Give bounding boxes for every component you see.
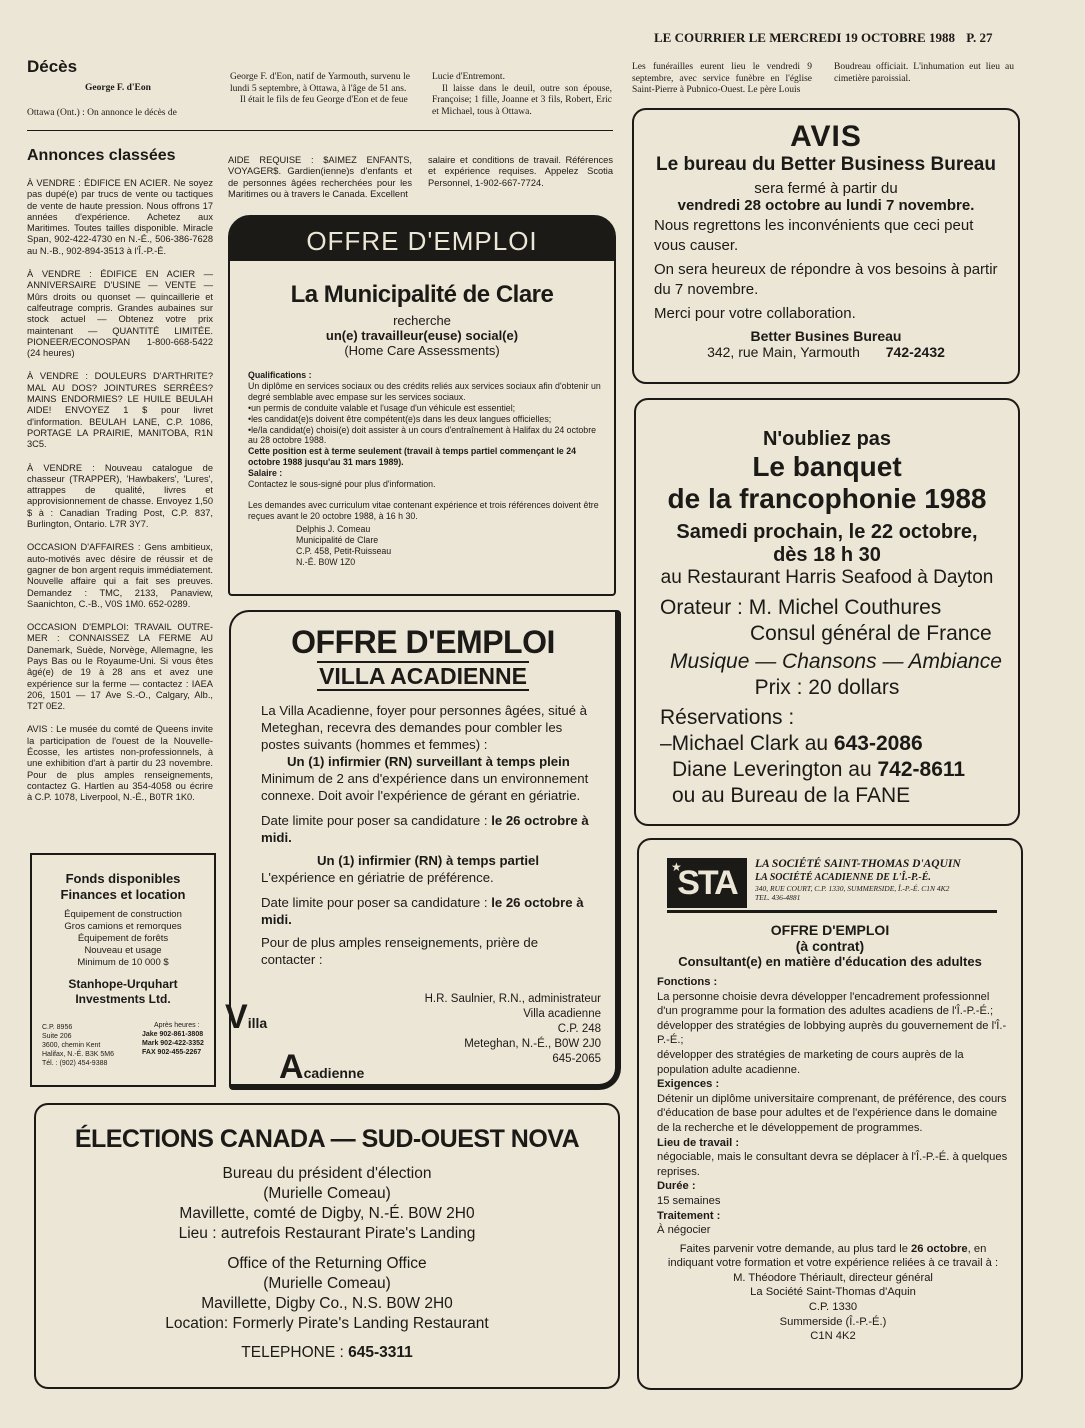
sta-org1: LA SOCIÉTÉ SAINT-THOMAS D'AQUIN bbox=[755, 858, 961, 870]
fonds-address: C.P. 8956 Suite 206 3600, chemin Kent Halifax, N.-É. B3K 5M6 Tél. : (902) 454-9388 bbox=[42, 1024, 114, 1067]
banquet-box bbox=[634, 398, 1020, 826]
clare-contact: Delphis J. Comeau Municipalité de Clare C.P. 458, Petit-Ruisseau N.-É. B0W 1Z0 bbox=[296, 523, 392, 567]
villa-pour: Pour de plus amples renseignements, prière de contacter : bbox=[261, 935, 539, 967]
banquet-l2: Le banquet bbox=[752, 451, 902, 482]
sta-lieu: négociable, mais le consultant devra se déplacer à l'Î.-P.-É. à quelques reprises. bbox=[657, 1151, 1008, 1178]
avis-l1: sera fermé à partir du bbox=[754, 180, 898, 197]
sta-faites bbox=[657, 1242, 1009, 1271]
sta-duree: 15 semaines bbox=[657, 1194, 721, 1207]
villa-date1-value: le 26 octrobre à midi. bbox=[261, 813, 589, 845]
clare-qual: Un diplôme en services sociaux ou des crédits reliés aux services sociaux afin d'obtenir un degré semblable avec empase sur les services sociaux. •un permis de conduite valable et l'usage d'un véhicule est essentiel; •les candidat(e)s doivent être compétent(e)s dans les deux langues officielles; •le/la candidat(e) choisi(e) doit assister à un cours d'entraînement à Halifax du 24 octobre au 28 octobre 1988. bbox=[248, 380, 601, 446]
sta-body bbox=[657, 975, 1009, 1344]
villa-logo-2 bbox=[279, 1048, 364, 1087]
clare-title: La Municipalité de Clare bbox=[290, 281, 554, 308]
avis-l5: Merci pour votre collaboration. bbox=[654, 305, 856, 322]
classee-ad: À VENDRE : ÉDIFICE EN ACIER — ANNIVERSAIRE D'USINE — VENTE — Mûrs droits ou quonset — quincaillerie et calfeutrage compris. Grandes aubaines sur stock actuel — Obtenez votre prix maintenant — QUANTITÉ LIMITÉE. PIONEER/ECONOSPAN 1-800-668-5422 (24 heures) bbox=[27, 269, 213, 359]
sta-date: 26 octobre bbox=[911, 1242, 968, 1255]
clare-qual-title: Qualifications : bbox=[248, 370, 312, 380]
sta-contact: M. Théodore Thériault, directeur général La Société Saint-Thomas d'Aquin C.P. 1330 Summerside (Î.-P.-É.) C1N 4K2 bbox=[733, 1271, 933, 1343]
villa-date-label: Date limite pour poser sa candidature : bbox=[261, 895, 488, 910]
sta-t2: (à contrat) bbox=[795, 938, 865, 954]
elections-tel: 645-3311 bbox=[348, 1344, 413, 1361]
elections-tel-line bbox=[36, 1344, 618, 1362]
villa-date2 bbox=[261, 894, 591, 928]
clare-salaire: Contactez le sous-signé pour plus d'information. bbox=[248, 479, 436, 490]
sta-org bbox=[755, 858, 961, 902]
banquet-r1-tel: 643-2086 bbox=[833, 732, 923, 755]
deces-col3 bbox=[432, 72, 612, 118]
classee-ad: À VENDRE : Nouveau catalogue de chasseur (TRAPPER), 'Hawbakers', 'Lures', attrappes de qualité, livres et approvisionnement de chasse. Envoyez 1,50 $ à : Canadian Trading Post, C.P. 837, Burlington, Ontario. L7R 3Y7. bbox=[27, 462, 213, 530]
avis-sub: Le bureau du Better Business Bureau bbox=[656, 154, 996, 175]
sta-exig-title: Exigences : bbox=[657, 1078, 720, 1091]
elections-box bbox=[34, 1103, 620, 1389]
avis-org: Better Busines Bureau bbox=[750, 328, 902, 344]
clare-recherche: recherche bbox=[393, 313, 451, 328]
sta-duree-title: Durée : bbox=[657, 1180, 696, 1193]
sta-faites-b: , en indiquant votre formation et votre expérience reliées à ce travail à : bbox=[667, 1242, 999, 1270]
deces-col2 bbox=[230, 72, 410, 107]
villa-body bbox=[261, 702, 591, 968]
fonds-after-lines: Jake 902-861-3808 Mark 902-422-3352 FAX 902-455-2267 bbox=[142, 1031, 204, 1056]
deces-lead: Ottawa (Ont.) : On annonce le décès de bbox=[27, 108, 177, 118]
classees-title: Annonces classées bbox=[27, 147, 176, 164]
sta-org2: LA SOCIÉTÉ ACADIENNE DE L'Î.-P.-É. bbox=[755, 872, 931, 883]
villa-logo-a: A bbox=[279, 1048, 304, 1086]
banquet-l3: de la francophonie 1988 bbox=[667, 483, 987, 514]
elections-title: ÉLECTIONS CANADA — SUD-OUEST NOVA bbox=[74, 1125, 580, 1153]
deces-col2a: George F. d'Eon, natif de Yarmouth, survenu le lundi 5 septembre, à Ottawa, à l'âge de 51 ans. bbox=[230, 72, 410, 94]
sta-t3: Consultant(e) en matière d'éducation des adultes bbox=[678, 954, 982, 969]
clare-poste: un(e) travailleur(euse) social(e) bbox=[325, 328, 519, 343]
sta-logo-text: STA bbox=[677, 864, 737, 902]
villa-date1 bbox=[261, 812, 591, 846]
villa-poste2: Un (1) infirmier (RN) à temps partiel bbox=[317, 853, 540, 868]
villa-date2-value: le 26 octobre à midi. bbox=[261, 895, 584, 927]
avis-l2: vendredi 28 octobre au lundi 7 novembre. bbox=[677, 197, 975, 214]
villa-logo-cadienne: cadienne bbox=[303, 1065, 365, 1081]
sta-trait: À négocier bbox=[657, 1224, 711, 1237]
villa-intro: La Villa Acadienne, foyer pour personnes âgées, situé à Meteghan, recevra des demandes pour combler les postes suivants (hommes et femmes) : bbox=[261, 703, 588, 752]
fonds-after-title: Après heures : bbox=[154, 1022, 200, 1029]
sta-exig: Détenir un diplôme universitaire comprenant, de préférence, des cours d'éducation de base pour adultes et de l'expérience dans le domaine de la recherche et le développement de programmes. bbox=[657, 1092, 1007, 1134]
sta-lieu-title: Lieu de travail : bbox=[657, 1136, 740, 1149]
fonds-lines: Équipement de construction Gros camions et remorques Équipement de forêts Nouveau et usage Minimum de 10 000 $ bbox=[64, 909, 182, 968]
fonds-company: Stanhope-Urquhart Investments Ltd. bbox=[68, 977, 178, 1006]
banquet-r2 bbox=[660, 757, 1018, 783]
sta-fonctions: La personne choisie devra développer l'encadrement professionnel d'un programme pour la formation des adultes acadiens de l'Î.-P.-É.; développer des stratégies de lobbying auprès du gouvernement de l'Î.-P.-É.; développer des stratégies de marketing de cours auprès de la population adulte acadienne. bbox=[657, 990, 1007, 1076]
avis-l4: On sera heureux de répondre à vos besoins à partir du 7 novembre. bbox=[654, 261, 998, 298]
villa-box bbox=[225, 610, 621, 1090]
classees-column bbox=[27, 178, 213, 804]
elections-en: Office of the Returning Office (Murielle Comeau) Mavillette, Digby Co., N.S. B0W 2H0 Location: Formerly Pirate's Landing Restaurant bbox=[165, 1255, 489, 1332]
fonds-box bbox=[30, 853, 216, 1087]
star-icon: ★ bbox=[671, 860, 682, 874]
villa-poste1-desc: Minimum de 2 ans d'expérience dans un environnement connexe. Doit avoir l'expérience de gérant en gériatrie. bbox=[261, 771, 589, 803]
deces-rule bbox=[27, 130, 613, 131]
deces-col4: Les funérailles eurent lieu le vendredi 9 septembre, avec service funèbre en l'église Saint-Pierre à Pubnico-Ouest. Le père Louis bbox=[632, 62, 812, 95]
sta-trait-title: Traitement : bbox=[657, 1209, 721, 1222]
villa-logo-illa: illa bbox=[247, 1015, 268, 1031]
sta-addr: 340, RUE COURT, C.P. 1330, SUMMERSIDE, Î.-P.-É. C1N 4K2 bbox=[755, 884, 950, 893]
sta-t1: OFFRE D'EMPLOI bbox=[770, 922, 890, 938]
deces-name: George F. d'Eon bbox=[85, 83, 151, 93]
villa-banner: OFFRE D'EMPLOI bbox=[291, 624, 555, 660]
avis-addr-line bbox=[634, 344, 1018, 360]
sta-box bbox=[637, 838, 1023, 1390]
page-number: P. 27 bbox=[966, 30, 993, 45]
banquet-orateur: Orateur : M. Michel Couthures bbox=[660, 596, 942, 619]
sta-faites-a: Faites parvenir votre demande, au plus tard le bbox=[679, 1242, 908, 1255]
banquet-l5: dès 18 h 30 bbox=[773, 544, 881, 566]
villa-poste2-desc: L'expérience en gériatrie de préférence. bbox=[261, 870, 494, 885]
deces-col3b: Il laisse dans le deuil, outre son épouse, Françoise; 1 fille, Joanne et 3 fils, Robert, Eric et Michael, tous à Ottawa. bbox=[432, 83, 612, 117]
classee-ad: À VENDRE : ÉDIFICE EN ACIER. Ne soyez pas dupé(e) par trucs de vente ou tactiques de vente de haute pression. Nous offrons 17 années d'expérience. Achetez aux Maritimes. Toutes tailles disponible. Miracle Span, 902-422-4730 en N.-É., 506-386-7628 au N.-B., 902-894-3513 à l'Î.-P.-É. bbox=[27, 178, 213, 256]
villa-logo-v: V bbox=[225, 998, 248, 1036]
sta-content bbox=[639, 922, 1021, 1344]
banquet-r1 bbox=[660, 731, 1018, 757]
aide-requise-cont: salaire et conditions de travail. Références et expérience requises. Appelez Scotia Personnel, 1-902-667-7724. bbox=[428, 155, 613, 188]
banquet-r2-name: Diane Leverington au bbox=[672, 758, 872, 781]
elections-tel-label: TELEPHONE : bbox=[241, 1344, 344, 1361]
deces-col2b: Il était le fils de feu George d'Eon et de feue bbox=[240, 95, 408, 105]
avis-title: AVIS bbox=[790, 120, 862, 153]
banquet-r1-name: –Michael Clark au bbox=[660, 732, 829, 755]
deces-col5: Boudreau officiait. L'inhumation eut lieu au cimetière paroissial. bbox=[834, 62, 1014, 84]
classee-ad: À VENDRE : DOULEURS D'ARTHRITE? MAL AU DOS? JOINTURES SERRÉES? MAINS ENDORMIES? LE HUILE BEULAH AIDE! ENVOYEZ 1 $ pour livret d'information. BEULAH LANE, C.P. 1086, PORTAGE LA PRAIRIE, MANITOBA, R1N 3C5. bbox=[27, 371, 213, 450]
clare-sub: (Home Care Assessments) bbox=[344, 343, 500, 358]
banquet-consul: Consul général de France bbox=[750, 622, 992, 645]
aide-requise: AIDE REQUISE : $AIMEZ ENFANTS, VOYAGER$. Gardien(ienne)s d'enfants et de personnes âgées recherchées pour les Maritimes ou à travers le Canada. Excellent bbox=[228, 155, 412, 199]
avis-addr: 342, rue Main, Yarmouth bbox=[707, 344, 860, 360]
deces-title: Décès bbox=[27, 57, 78, 76]
clare-banner: OFFRE D'EMPLOI bbox=[230, 217, 614, 261]
banquet-l1: N'oubliez pas bbox=[762, 428, 892, 450]
classee-ad: OCCASION D'AFFAIRES : Gens ambitieux, auto-motivés avec désire de réussir et de gagner de bon argent requis immédiatement. Nouvelle affaire qui a fait ses preuves. Demandez : TMC, 2133, Panaview, Saanichton, C.-B., V0S 1M0. 652-0289. bbox=[27, 542, 213, 609]
running-title: LE COURRIER LE MERCREDI 19 OCTOBRE 1988 bbox=[654, 30, 955, 45]
banquet-l4: Samedi prochain, le 22 octobre, bbox=[676, 521, 978, 543]
clare-demandes: Les demandes avec curriculum vitae contenant expérience et trois références doivent être reçues avant le 20 octobre 1988, à 16 h 30. bbox=[248, 499, 599, 521]
sta-tel: TEL. 436-4881 bbox=[755, 893, 801, 902]
banquet-l6: au Restaurant Harris Seafood à Dayton bbox=[660, 567, 994, 588]
clare-terme: Cette position est à terme seulement (travail à temps partiel commençant le 24 octobre 1988 jusqu'au 31 mars 1989). bbox=[248, 446, 577, 468]
avis-body bbox=[654, 216, 1006, 324]
classee-ad: AVIS : Le musée du comté de Queens invite la participation de l'ouest de la Nouvelle-Écosse, les artistes non-professionnels, à une exhibition d'art à partir du 23 novembre. Pour de plus amples renseignements, contactez G. Hartlen au 354-4058 ou écrire à C.P. 1078, Liverpool, N.-É., B0TR 1K0. bbox=[27, 724, 213, 803]
deces-col3a: Lucie d'Entremont. bbox=[432, 72, 505, 82]
banquet-body bbox=[660, 595, 1018, 809]
villa-poste1: Un (1) infirmier (RN) surveillant à temps plein bbox=[287, 754, 570, 769]
banquet-r2-tel: 742-8611 bbox=[877, 758, 966, 781]
villa-date-label: Date limite pour poser sa candidature : bbox=[261, 813, 488, 828]
villa-logo bbox=[225, 998, 267, 1037]
banquet-musique: Musique — Chansons — Ambiance bbox=[670, 650, 1002, 673]
villa-title-wrap bbox=[231, 663, 615, 690]
villa-title: VILLA ACADIENNE bbox=[319, 663, 527, 689]
fonds-after bbox=[142, 1021, 204, 1057]
avis-box bbox=[632, 108, 1020, 384]
villa-contact: H.R. Saulnier, R.N., administrateur Villa acadienne C.P. 248 Meteghan, N.-É., B0W 2J0 645-2065 bbox=[424, 993, 601, 1065]
clare-salaire-title: Salaire : bbox=[248, 468, 283, 479]
running-header bbox=[654, 30, 992, 46]
fonds-title: Fonds disponibles Finances et location bbox=[60, 871, 186, 902]
banquet-r3: ou au Bureau de la FANE bbox=[672, 784, 911, 807]
avis-tel: 742-2432 bbox=[885, 344, 945, 360]
banquet-prix: Prix : 20 dollars bbox=[754, 676, 900, 699]
clare-body bbox=[248, 370, 602, 567]
sta-logo bbox=[667, 858, 747, 908]
banquet-res: Réservations : bbox=[660, 706, 795, 729]
sta-rule bbox=[667, 910, 997, 913]
classee-ad: OCCASION D'EMPLOI: TRAVAIL OUTRE-MER : CONNAISSEZ LA FERME AU Danemark, Suède, Norvège, Allemagne, les Pays Bas ou le Royaume-Uni. Si vous êtes âgé(e) de 19 à 28 ans et avez une expérience sur la ferme — contactez : IAEA 206, 1501 — 17 Ave S.-O., Calgary, Alb., T2T 0E2. bbox=[27, 622, 213, 712]
clare-box bbox=[228, 215, 616, 596]
avis-l3: Nous regrettons les inconvénients que ceci peut vous causer. bbox=[654, 217, 974, 254]
elections-fr: Bureau du président d'élection (Murielle Comeau) Mavillette, comté de Digby, N.-É. B0W 2H0 Lieu : autrefois Restaurant Pirate's Landing bbox=[178, 1165, 476, 1242]
sta-fonctions-title: Fonctions : bbox=[657, 976, 718, 988]
